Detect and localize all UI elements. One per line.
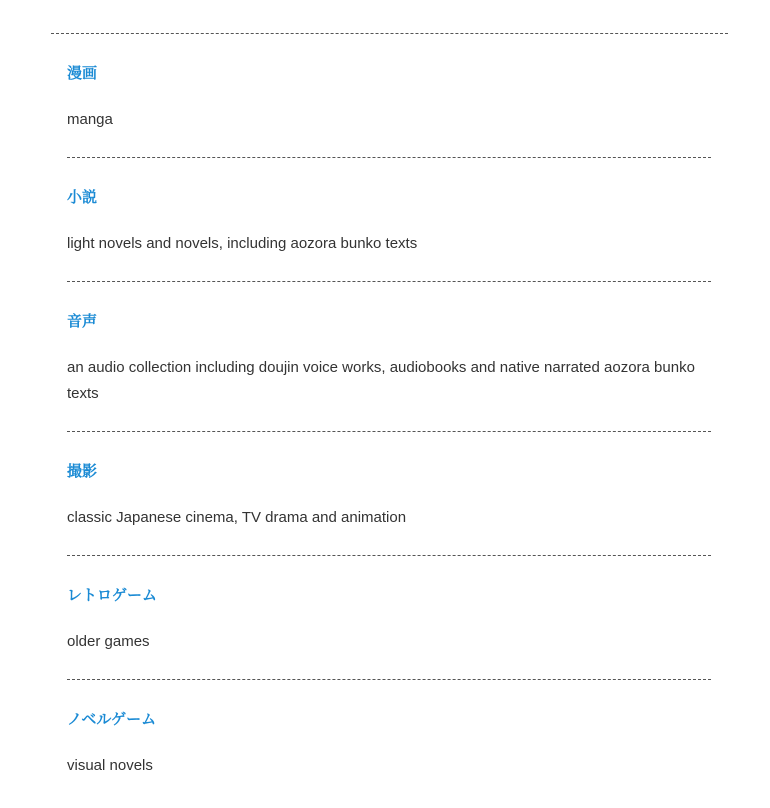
list-item	[67, 34, 711, 158]
category-title: 音声	[67, 313, 98, 330]
category-title: ノベルゲーム	[67, 711, 157, 728]
category-description: older games	[67, 633, 150, 650]
category-title: レトロゲーム	[67, 587, 158, 604]
category-description: classic Japanese cinema, TV drama and animation	[67, 509, 407, 526]
list-item	[67, 282, 711, 432]
list-item	[67, 556, 711, 680]
category-title: 漫画	[67, 65, 98, 82]
category-description: manga	[67, 111, 113, 128]
list-item	[67, 432, 711, 556]
category-title: 撮影	[67, 463, 98, 480]
list-item	[67, 680, 711, 803]
category-description: an audio collection including doujin voice works, audiobooks and native narrated aozora bunko texts	[67, 359, 695, 402]
category-description: visual novels	[67, 757, 153, 774]
category-description: light novels and novels, including aozora bunko texts	[67, 235, 418, 252]
list-item	[67, 158, 711, 282]
category-title: 小説	[67, 189, 98, 206]
category-list	[67, 34, 711, 803]
